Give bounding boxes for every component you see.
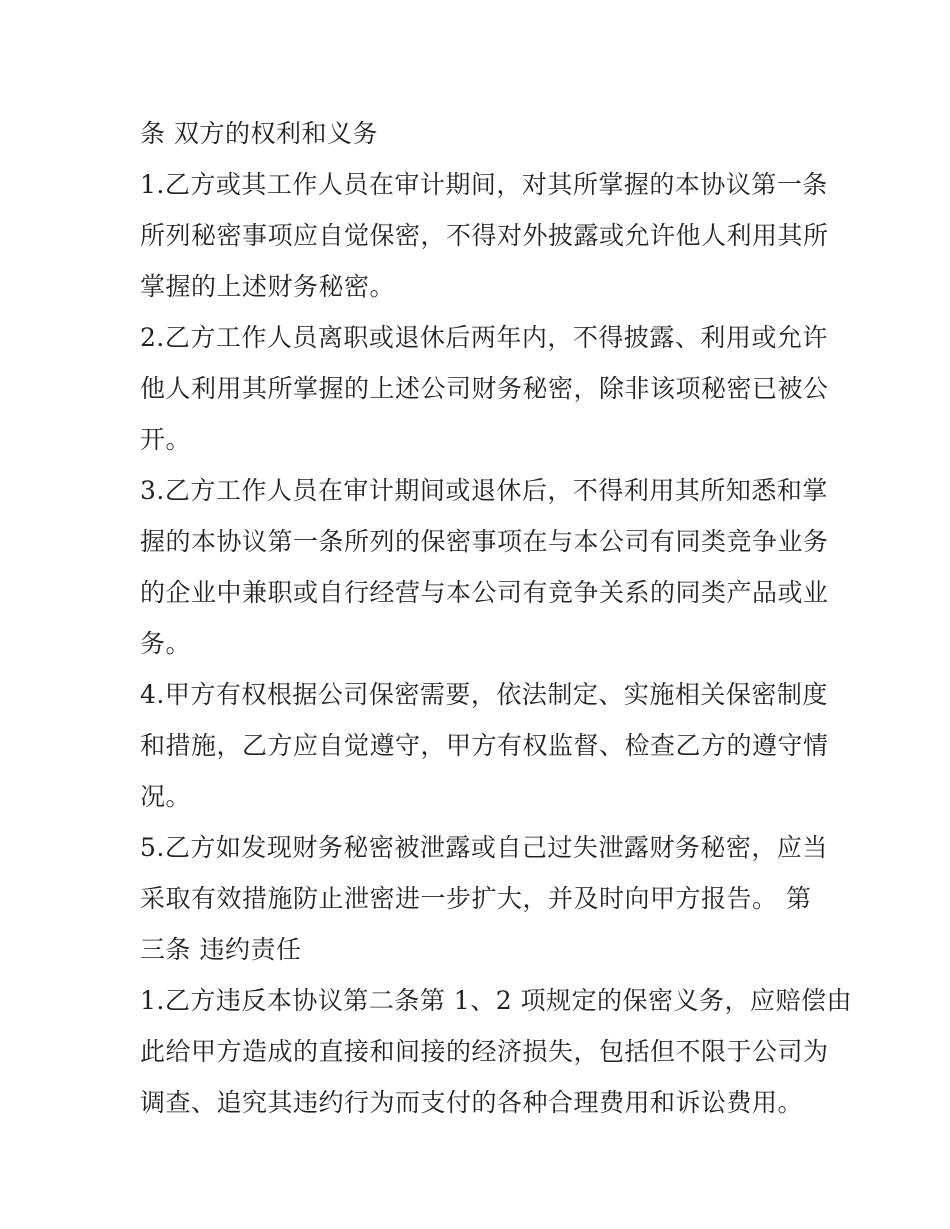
text-line: 3.乙方工作人员在审计期间或退休后，不得利用其所知悉和掌 (140, 476, 828, 505)
text-line: 的企业中兼职或自行经营与本公司有竞争关系的同类产品或业 (140, 578, 829, 607)
document-body (140, 108, 853, 1128)
text-line: 握的本协议第一条所列的保密事项在与本公司有同类竞争业务 (140, 527, 829, 556)
text-line: 此给甲方造成的直接和间接的经济损失，包括但不限于公司为 (140, 1037, 829, 1066)
text-line: 5.乙方如发现财务秘密被泄露或自己过失泄露财务秘密，应当 (140, 833, 828, 862)
text-line: 调查、追究其违约行为而支付的各种合理费用和诉讼费用。 (140, 1088, 804, 1117)
text-line: 和措施，乙方应自觉遵守，甲方有权监督、检查乙方的遵守情 (140, 731, 829, 760)
text-line: 采取有效措施防止泄密进一步扩大，并及时向甲方报告。 第 (140, 884, 812, 913)
text-line: 1.乙方违反本协议第二条第 1、2 项规定的保密义务，应赔偿由 (140, 986, 853, 1015)
text-line: 所列秘密事项应自觉保密，不得对外披露或允许他人利用其所 (140, 221, 829, 250)
section-heading-rights-obligations: 条 双方的权利和义务 (140, 119, 378, 148)
text-line: 开。 (140, 425, 192, 454)
text-line: 2.乙方工作人员离职或退休后两年内，不得披露、利用或允许 (140, 323, 828, 352)
text-line: 1.乙方或其工作人员在审计期间，对其所掌握的本协议第一条 (140, 170, 828, 199)
text-line: 他人利用其所掌握的上述公司财务秘密，除非该项秘密已被公 (140, 374, 829, 403)
text-line: 掌握的上述财务秘密。 (140, 272, 396, 301)
text-line: 务。 (140, 629, 192, 658)
text-line: 况。 (140, 782, 192, 811)
section-heading-breach-liability: 三条 违约责任 (140, 935, 302, 964)
text-line: 4.甲方有权根据公司保密需要，依法制定、实施相关保密制度 (140, 680, 828, 709)
